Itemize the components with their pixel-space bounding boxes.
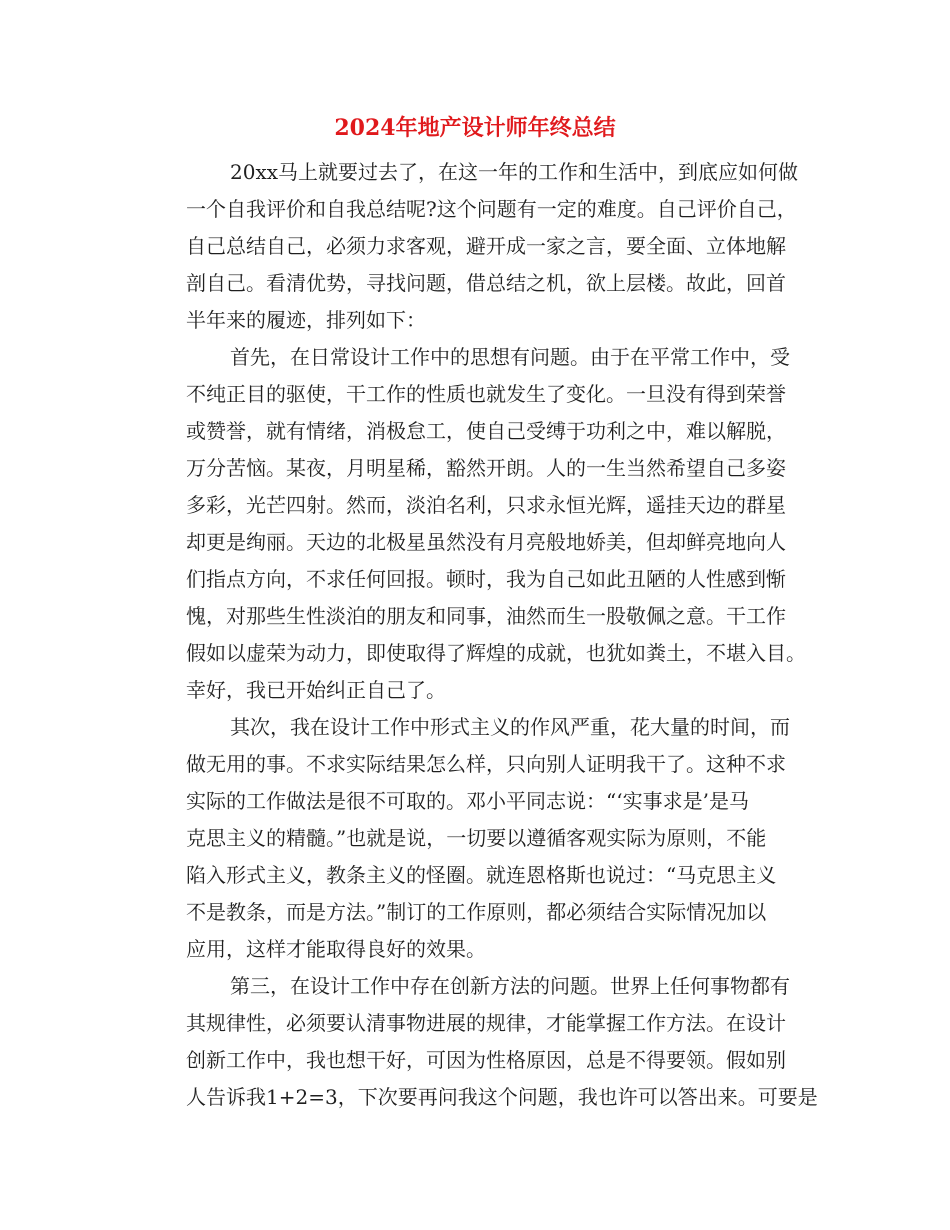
text-line: 其规律性，必须要认清事物进展的规律，才能掌握工作方法。在设计 [186, 1011, 786, 1035]
text-line: 愧，对那些生性淡泊的朋友和同事，油然而生一股敬佩之意。干工作 [186, 604, 786, 628]
text-line: 其次，我在设计工作中形式主义的作风严重，花大量的时间，而 [230, 715, 790, 739]
paragraph-third [142, 968, 818, 1116]
text-line: 做无用的事。不求实际结果怎么样，只向别人证明我干了。这种不求 [186, 752, 786, 776]
text-line: 实际的工作做法是很不可取的。邓小平同志说：“‘实事求是’是马 [186, 789, 749, 813]
document-body [142, 154, 818, 1116]
text-line: 人告诉我1+2=3，下次要再问我这个问题，我也许可以答出来。可要是 [186, 1085, 818, 1109]
text-line: 不是教条，而是方法。”制订的工作原则，都必须结合实际情况加以 [186, 900, 767, 924]
text-line: 半年来的履迹，排列如下： [186, 308, 426, 332]
text-line: 20xx马上就要过去了，在这一年的工作和生活中，到底应如何做 [230, 160, 799, 184]
text-line: 假如以虚荣为动力，即使取得了辉煌的成就，也犹如粪土，不堪入目。 [186, 641, 806, 665]
text-line: 创新工作中，我也想干好，可因为性格原因，总是不得要领。假如别 [186, 1048, 786, 1072]
text-line: 应用，这样才能取得良好的效果。 [186, 937, 486, 961]
text-line: 却更是绚丽。天边的北极星虽然没有月亮般地娇美，但却鲜亮地向人 [186, 530, 786, 554]
text-line: 首先，在日常设计工作中的思想有问题。由于在平常工作中，受 [230, 345, 790, 369]
text-line: 克思主义的精髓。”也就是说，一切要以遵循客观实际为原则，不能 [186, 826, 767, 850]
paragraph-intro [142, 154, 814, 339]
paragraph-first [142, 339, 814, 709]
text-line: 或赞誉，就有情绪，消极怠工，使自己受缚于功利之中，难以解脱， [186, 419, 786, 443]
text-line: 多彩，光芒四射。然而，淡泊名利，只求永恒光辉，遥挂天边的群星 [186, 493, 786, 517]
text-line: 陷入形式主义，教条主义的怪圈。就连恩格斯也说过：“马克思主义 [186, 863, 777, 887]
text-line: 们指点方向，不求任何回报。顿时，我为自己如此丑陋的人性感到惭 [186, 567, 786, 591]
text-line: 万分苦恼。某夜，月明星稀，豁然开朗。人的一生当然希望自己多姿 [186, 456, 786, 480]
text-line: 一个自我评价和自我总结呢?这个问题有一定的难度。自己评价自己， [186, 197, 797, 221]
text-line: 第三，在设计工作中存在创新方法的问题。世界上任何事物都有 [230, 974, 790, 998]
text-line: 幸好，我已开始纠正自己了。 [186, 678, 446, 702]
paragraph-second [142, 709, 814, 968]
text-line: 不纯正目的驱使，干工作的性质也就发生了变化。一旦没有得到荣誉 [186, 382, 786, 406]
text-line: 自己总结自己，必须力求客观，避开成一家之言，要全面、立体地解 [186, 234, 786, 258]
text-line: 剖自己。看清优势，寻找问题，借总结之机，欲上层楼。故此，回首 [186, 271, 786, 295]
document-title: 2024年地产设计师年终总结 [334, 115, 616, 141]
